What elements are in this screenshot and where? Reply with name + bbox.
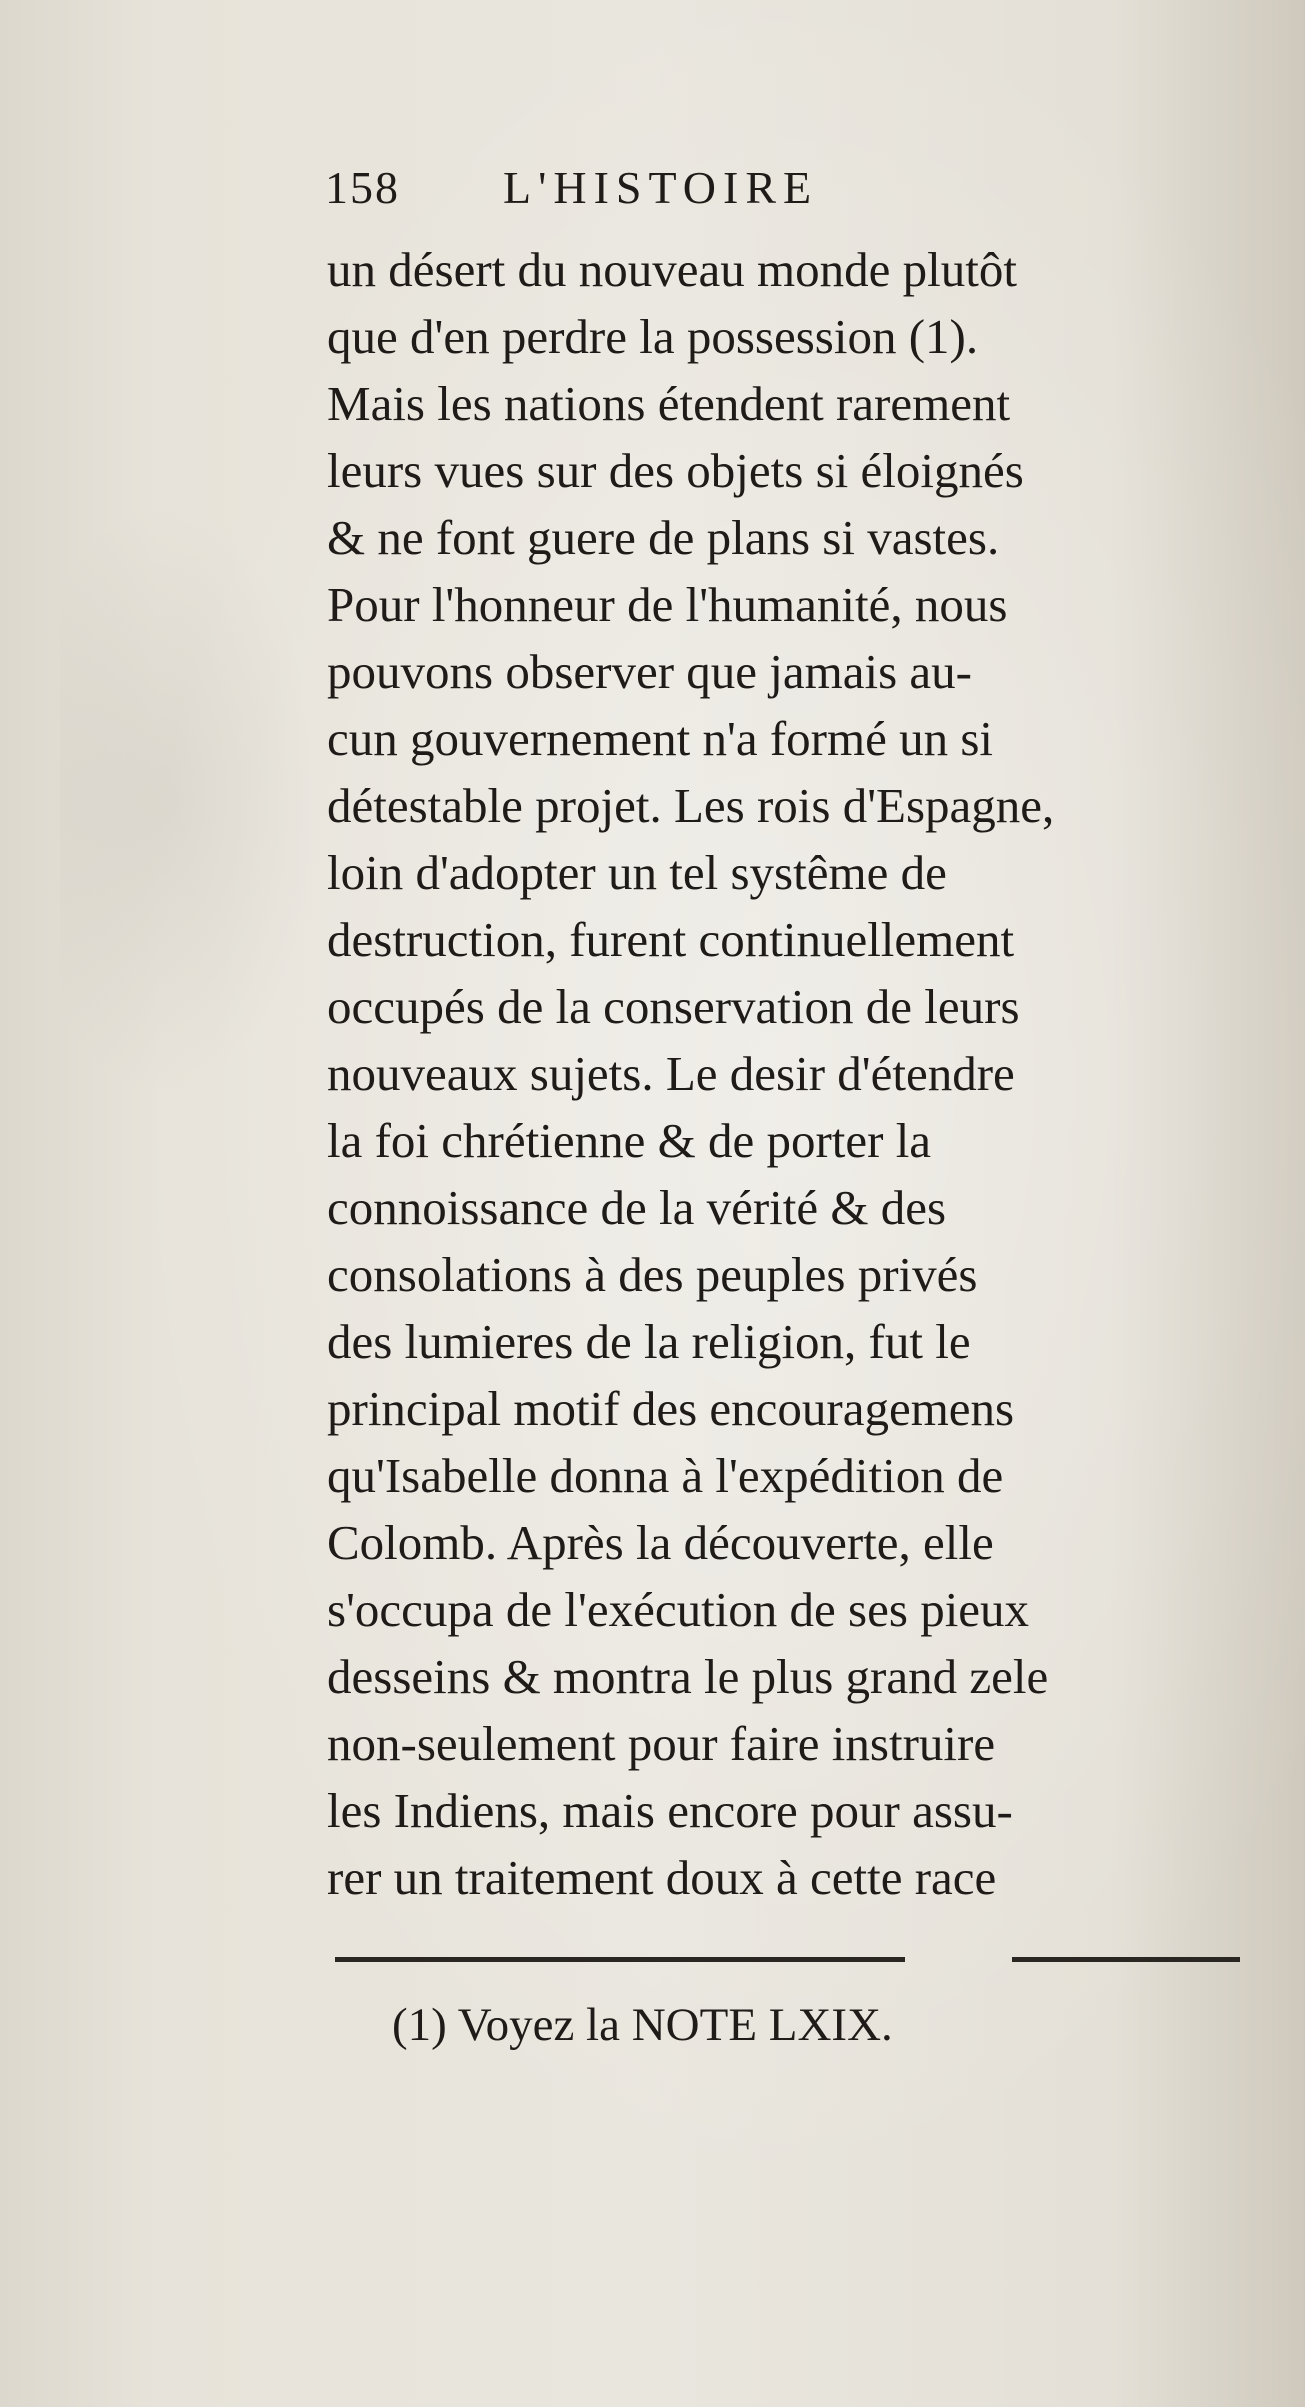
text-line: pouvons observer que jamais au- <box>327 644 972 699</box>
page-header <box>325 158 1085 218</box>
text-line: & ne font guere de plans si vastes. <box>327 510 1000 565</box>
text-line: principal motif des encouragemens <box>327 1381 1015 1436</box>
text-line: un désert du nouveau monde plutôt <box>327 242 1017 297</box>
text-line: connoissance de la vérité & des <box>327 1180 947 1235</box>
text-line: consolations à des peuples privés <box>327 1247 978 1302</box>
text-line: desseins & montra le plus grand zele <box>327 1649 1049 1704</box>
body-text <box>327 236 1247 1911</box>
text-line: les Indiens, mais encore pour assu- <box>327 1783 1013 1838</box>
text-line: leurs vues sur des objets si éloignés <box>327 443 1024 498</box>
footnote: (1) Voyez la NOTE LXIX. <box>392 1999 893 2051</box>
show-through-shadow <box>60 500 320 1100</box>
text-line: des lumieres de la religion, fut le <box>327 1314 971 1369</box>
text-line: cun gouvernement n'a formé un si <box>327 711 994 766</box>
footnote-rule-right <box>1012 1957 1240 1962</box>
text-line: la foi chrétienne & de porter la <box>327 1113 932 1168</box>
running-title: L'HISTOIRE <box>503 162 819 213</box>
footnote-rule-left <box>335 1957 905 1962</box>
text-line: qu'Isabelle donna à l'expédition de <box>327 1448 1004 1503</box>
page-number: 158 <box>325 162 400 213</box>
text-line: destruction, furent continuellement <box>327 912 1015 967</box>
text-line: Colomb. Après la découverte, elle <box>327 1515 994 1570</box>
text-line: que d'en perdre la possession (1). <box>327 309 979 364</box>
text-line: s'occupa de l'exécution de ses pieux <box>327 1582 1030 1637</box>
text-line: rer un traitement doux à cette race <box>327 1850 997 1905</box>
text-line: occupés de la conservation de leurs <box>327 979 1020 1034</box>
text-line: Mais les nations étendent rarement <box>327 376 1011 431</box>
text-line: loin d'adopter un tel systême de <box>327 845 947 900</box>
text-line: détestable projet. Les rois d'Espagne, <box>327 778 1055 833</box>
text-line: Pour l'honneur de l'humanité, nous <box>327 577 1008 632</box>
text-line: non-seulement pour faire instruire <box>327 1716 996 1771</box>
text-line: nouveaux sujets. Le desir d'étendre <box>327 1046 1015 1101</box>
